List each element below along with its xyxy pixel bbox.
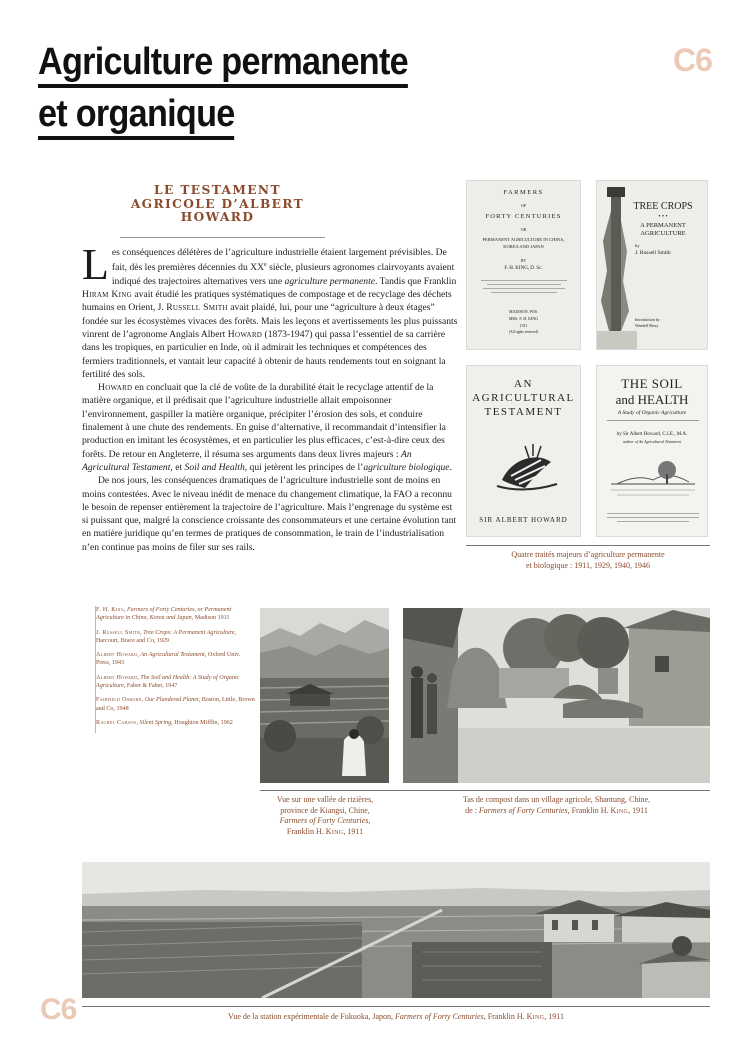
books-caption-rule	[466, 545, 710, 546]
caption-line: , Franklin H.	[483, 1012, 527, 1021]
caption-line: , 1911	[343, 826, 364, 836]
section-badge-bottom: C6	[40, 993, 77, 1026]
caption-line: de :	[465, 805, 479, 815]
text-run: avait plaidé, lui, pour une “agriculture à deux étages” fondée sur les écosystèmes vivaces des forêts. Mais les leçons et avertissements les plus puissants vinrent de l’agronome Anglais Albert	[82, 302, 458, 340]
book-text: by Sir Albert Howard, C.I.E., M.A.	[616, 432, 688, 437]
caption-line: , 1911	[544, 1012, 564, 1021]
book-text: Wendell Berry	[635, 323, 659, 328]
valley-caption-rule	[260, 790, 410, 791]
ref-publisher: , Oxford Univ. Press, 1943	[96, 652, 241, 667]
text-run: (1873-1947) qui passa l’essentiel de sa carrière dans les tropiques, en particulier en Inde, où il admirait les techniques et compétences des fermiers traditionnels, et vantait leur capacité à obtenir de hauts rendements tout en soignant la fertilité des sols.	[82, 328, 446, 380]
book-text: and HEALTH	[615, 392, 689, 407]
book-text: • • •	[658, 214, 668, 220]
text-run: , et	[170, 461, 185, 473]
book-text: A PERMANENT	[640, 222, 686, 229]
ref-publisher: , Faber & Faber, 1947	[123, 683, 178, 690]
body-text	[82, 240, 458, 554]
reference-item	[96, 696, 255, 713]
book-text: OR	[520, 227, 527, 232]
reference-item	[96, 719, 255, 727]
ref-sep: ,	[136, 719, 140, 726]
reference-item	[96, 651, 255, 668]
section-rule	[120, 237, 325, 238]
ref-sep: ,	[137, 652, 141, 659]
caption-author: King	[610, 805, 629, 815]
caption-line: Vue sur une vallée de rizières,	[276, 795, 374, 804]
emblem-illustration	[467, 438, 581, 498]
emphasis: agriculture biologique	[363, 461, 450, 473]
book-text: MRS. F. H. KING	[508, 316, 539, 321]
book-text: TREE CROPS	[633, 201, 693, 212]
text-run: siècle, plusieurs agronomes clairvoyants avaient indiqué des trajectoires alternatives vers une	[111, 262, 455, 287]
emphasis: Soil and Health	[184, 461, 245, 473]
book-text: F. H. KING, D. Sc.	[504, 266, 543, 271]
ref-author: Albert Howard	[96, 652, 138, 659]
caption-author: King	[325, 826, 344, 836]
book-text: Introduction by	[635, 317, 660, 322]
book-text: J. Russell Smith	[635, 250, 671, 256]
author-name: Howard	[98, 382, 133, 394]
ref-title: Tree Crops: A Permanent Agriculture	[143, 629, 235, 636]
text-run: . Tandis que Franklin	[375, 275, 457, 287]
book-cover-tree-crops	[596, 180, 708, 350]
book-text: BY	[520, 258, 527, 263]
text-run: .	[449, 461, 452, 473]
superscript: e	[264, 262, 267, 269]
ref-title: An Agricultural Testament	[140, 652, 205, 659]
ref-sep: ,	[137, 674, 141, 681]
emphasis: An Agricultural Testament	[82, 448, 412, 473]
book-text: FARMERS	[503, 189, 544, 196]
caption-line: Tas de compost dans un village agricole, Shantung, Chine,	[462, 795, 651, 804]
ref-author: Albert Howard	[96, 674, 138, 681]
book-cover-farmers-of-forty-centuries	[466, 180, 581, 350]
book-cover-an-agricultural-testament	[466, 365, 581, 537]
caption-title: Farmers of Forty Centuries	[395, 1012, 484, 1021]
book-text: OF	[520, 203, 527, 208]
photo-fukuoka-station-panorama	[82, 862, 710, 998]
caption-line: province de Kiangsi, Chine,	[280, 805, 370, 815]
author-name: Howard	[227, 328, 263, 340]
book-text: MADISON, WIS.	[509, 309, 538, 314]
book-text: A Study of Organic Agriculture	[617, 410, 687, 416]
ref-author: J. Russell Smith	[96, 629, 141, 636]
section-badge-top: C6	[673, 42, 712, 78]
emphasis: agriculture permanente	[284, 275, 376, 287]
caption-title: Farmers of Forty Centuries	[279, 816, 369, 825]
section-heading: LE TESTAMENT AGRICOLE D’ALBERT HOWARD	[130, 183, 305, 224]
book-text: FORTY CENTURIES	[485, 213, 562, 220]
caption-title: Farmers of Forty Centuries	[478, 805, 568, 815]
ref-sep: ,	[140, 629, 144, 636]
ref-title: The Soil and Health: A Study of Organic Agriculture	[96, 674, 240, 690]
book-text: author of An Agricultural Testament	[623, 439, 681, 444]
page-title	[38, 36, 434, 140]
text-run: en concluait que la clé de voûte de la durabilité était le recyclage attentif de la matière organique, et il prédisait que l’agriculture industrielle allait empoisonner l’environnement, gaspiller la matière organique, précipiter l’érosion des sols, et conduire finalement à une chute des rendements. En guise d’alternative, il recommandait d’intensifier la production en imitant les écosystèmes, et en particulier les plus efficaces, c’est-à-dire ceux des forêts. De retour en Angleterre, il résuma ses arguments dans deux livres majeurs :	[82, 382, 446, 460]
paragraph-3: De nos jours, les conséquences dramatiques de l’agriculture industrielle sont de moins en moins contestées. Avec le niveau inédit de menace du changement climatique, la FAO a reconnu le besoin de repenser entièrement la trajectoire de l’agriculture. Mais l’engrenage du système est si puissant que, malgré la conscience croissante des consommateurs et une certaine évolution tant en matière juridique qu’en termes de pratiques de consommation, le train de l’industrialisation n’en continue pas moins de filer sur ses rails.	[82, 475, 457, 553]
ref-title: Our Plundered Planet	[144, 697, 199, 704]
photo-compost-village	[403, 608, 710, 783]
book-text: TESTAMENT	[484, 406, 563, 418]
paragraph-1	[82, 240, 458, 381]
books-caption	[466, 550, 710, 571]
book-text: by	[635, 243, 640, 248]
book-rule	[607, 420, 699, 421]
book-text: AGRICULTURE	[640, 230, 686, 237]
reference-item	[96, 606, 255, 623]
panorama-caption-rule	[82, 1006, 710, 1007]
drop-cap: L	[82, 240, 109, 289]
reference-item	[96, 674, 255, 691]
book-cover-the-soil-and-health	[596, 365, 708, 537]
book-text: 1911	[519, 323, 528, 328]
ref-publisher: , Houghton Mifflin, 1962	[171, 719, 233, 726]
author-name: Hiram King	[82, 289, 132, 301]
book-text: (All rights reserved)	[508, 330, 539, 334]
landscape-illustration	[597, 452, 708, 502]
caption-line: , 1911	[628, 805, 648, 815]
valley-caption	[250, 795, 400, 837]
author-name: Russell Smith	[166, 302, 228, 314]
book-text: AN	[514, 378, 533, 390]
ref-author: Rachel Carson	[96, 719, 137, 726]
book-text: KOREA AND JAPAN	[503, 244, 544, 249]
caption-line: , Franklin H.	[567, 805, 611, 815]
ref-publisher: , Madison 1911	[191, 615, 230, 622]
ref-author: F. H. King	[96, 607, 124, 613]
village-caption	[403, 795, 710, 816]
village-illustration	[403, 608, 710, 783]
references-list	[95, 606, 255, 733]
ref-sep: ,	[123, 607, 127, 613]
ref-publisher: , Boston, Little, Brown and Co, 1948	[96, 697, 255, 712]
caption-line: Vue de la station expérimentale de Fukuoka, Japon,	[228, 1012, 396, 1021]
ref-title: Silent Spring	[139, 719, 172, 726]
caption-sep: ,	[368, 816, 371, 825]
book-text: PERMANENT AGRICULTURE IN CHINA,	[482, 237, 565, 242]
panorama-illustration	[82, 862, 710, 998]
caption-author: King	[526, 1012, 545, 1021]
text-run: avait étudié les pratiques systématiques de compostage et de recyclage des déchets humains en Orient, J.	[82, 289, 452, 314]
title-line-1: Agriculture permanente	[38, 40, 408, 88]
book-fine-print	[481, 277, 567, 299]
book-text: THE SOIL	[621, 376, 683, 391]
text-run: , qui jetèrent les principes de l’	[244, 461, 364, 473]
book-fine-print	[607, 510, 699, 525]
ref-title: Farmers of Forty Centuries, or Permanent Agriculture in China, Korea and Japan	[96, 607, 232, 622]
valley-illustration	[260, 608, 389, 783]
paragraph-2	[82, 381, 458, 474]
village-caption-rule	[403, 790, 710, 791]
book-text: SIR ALBERT HOWARD	[479, 516, 568, 524]
caption-line: et biologique : 1911, 1929, 1940, 1946	[526, 560, 650, 570]
reference-item	[96, 629, 255, 646]
ref-sep: ,	[141, 697, 145, 704]
panorama-caption	[82, 1012, 710, 1023]
caption-line: Franklin H.	[286, 826, 326, 836]
text-run: es conséquences délétères de l’agriculture industrielle étaient largement prévisibles. De fait, dès les premières décennies du XX	[111, 247, 447, 274]
title-line-2: et organique	[38, 92, 235, 140]
ref-publisher: , Harcourt, Brace and Co, 1929	[96, 629, 237, 644]
caption-line: Quatre traités majeurs d’agriculture permanente	[511, 550, 665, 559]
photo-rice-valley	[260, 608, 389, 783]
book-text: AGRICULTURAL	[472, 392, 575, 404]
ref-author: Fairfield Osborn	[96, 697, 142, 704]
